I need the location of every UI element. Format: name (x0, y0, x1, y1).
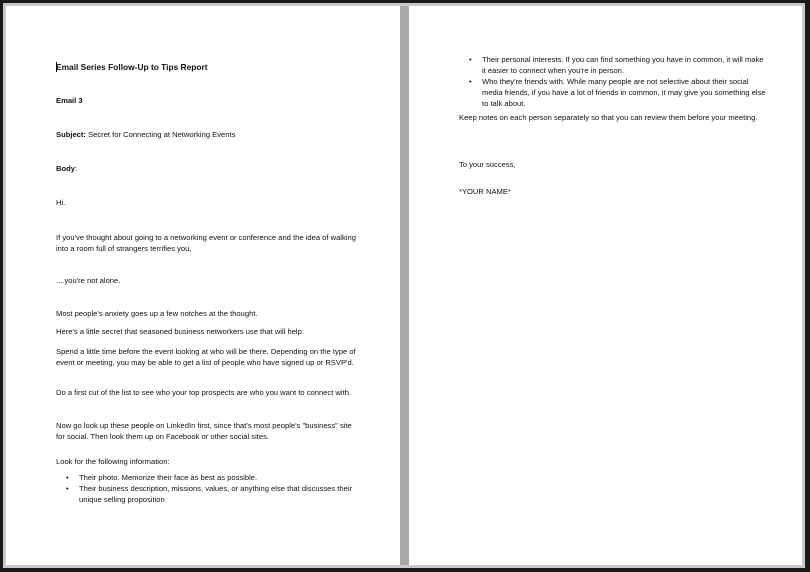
paragraph-1: If you've thought about going to a networking event or conference and the idea of walking into a room full of strangers terrifies you, (56, 233, 356, 253)
greeting: Hi. (56, 198, 66, 207)
paragraph-2: ....you're not alone. (56, 276, 121, 285)
signoff: To your success, (459, 160, 516, 169)
page-gutter (400, 6, 409, 565)
document-title: Email Series Follow-Up to Tips Report (56, 62, 208, 72)
page-1 (6, 6, 400, 565)
list-item: • Their personal interests. If you can find something you have in common, it will make it easier to connect when you're in person. (459, 54, 766, 76)
page-2 (409, 6, 802, 565)
body-colon: : (74, 164, 78, 173)
paragraph-4: Here's a little secret that seasoned business networkers use that will help: (56, 327, 304, 336)
email-number: Email 3 (56, 96, 83, 105)
subject-text: Secret for Connecting at Networking Events (85, 130, 236, 139)
paragraph-5: Spend a little time before the event looking at who will be there. Depending on the type of event or meeting, you may be able to get a list of people who have signed up or RSVP'd. (56, 347, 356, 367)
subject-line (56, 129, 360, 140)
list-item: • Who they're friends with. While many people are not selective about their social media friends, if you have a lot of friends in common, it may give you something else to talk about. (459, 76, 766, 109)
bullet-list-1 (56, 472, 360, 505)
list-item: • Their photo. Memorize their face as best as possible. (56, 472, 360, 483)
paragraph-3: Most people's anxiety goes up a few notches at the thought. (56, 309, 258, 318)
bullet-list-2 (459, 54, 766, 109)
document-window (3, 3, 805, 568)
paragraph-6: Do a first cut of the list to see who your top prospects are who you want to connect with. (56, 388, 352, 397)
paragraph-7: Now go look up these people on LinkedIn first, since that's most people's "business" site for social. Then look them up on Facebook or other social sites. (56, 421, 352, 441)
signature-name: *YOUR NAME* (459, 187, 511, 196)
body-label: Body (56, 164, 75, 173)
body-heading (56, 163, 360, 174)
paragraph-8: Look for the following information: (56, 457, 170, 466)
list-item: • Their business description, missions, values, or anything else that discusses their unique selling proposition (56, 483, 360, 505)
subject-label: Subject: (56, 130, 86, 139)
notes-paragraph: Keep notes on each person separately so that you can review them before your meeting. (459, 113, 758, 122)
